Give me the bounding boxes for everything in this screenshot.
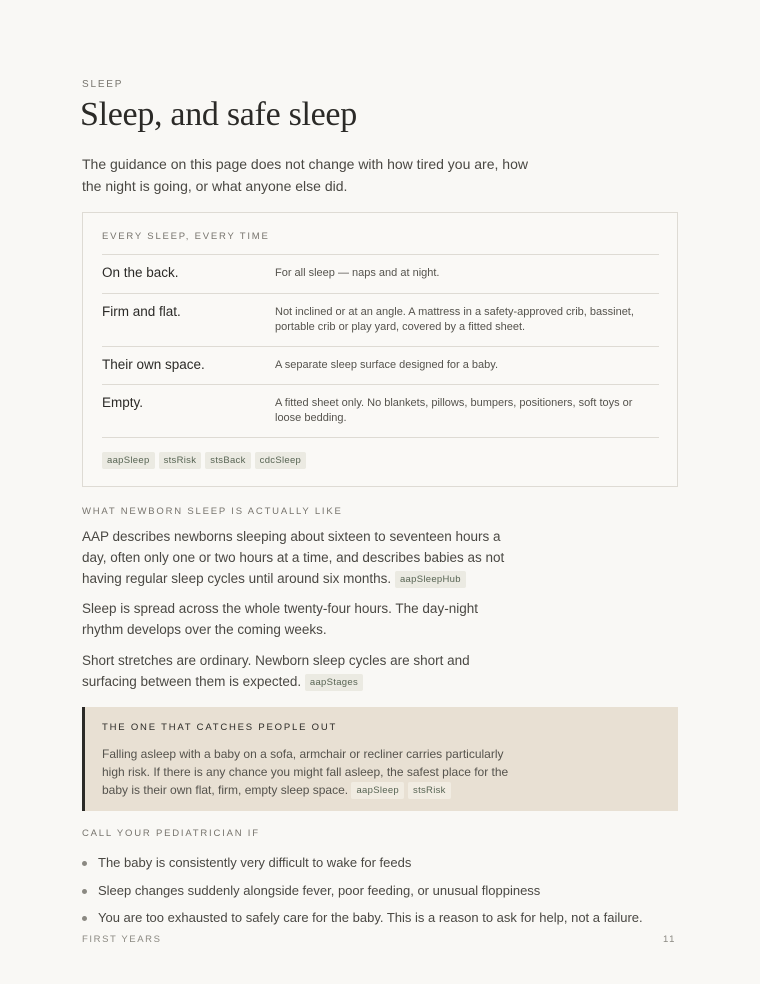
rule-description: Not inclined or at an angle. A mattress in a safety-approved crib, bassinet, portable crib or play yard, covered by a fitted sheet. <box>275 306 634 333</box>
reference-tag[interactable]: aapSleep <box>351 782 404 799</box>
rules-card-eyebrow: EVERY SLEEP, EVERY TIME <box>102 231 270 242</box>
rule-term: Empty. <box>102 395 144 410</box>
rule-row <box>102 254 659 293</box>
warning-callout <box>82 707 678 811</box>
list-item-text: You are too exhausted to safely care for the baby. This is a reason to ask for help, not a failure. <box>98 910 643 925</box>
rule-term: Their own space. <box>102 357 205 372</box>
page-number: 11 <box>662 934 676 945</box>
pediatrician-eyebrow: CALL YOUR PEDIATRICIAN IF <box>82 828 260 839</box>
footer-title: FIRST YEARS <box>82 934 162 945</box>
bullet-dot-icon <box>82 916 87 921</box>
rule-description: For all sleep — naps and at night. <box>275 267 440 279</box>
rule-term: On the back. <box>102 265 179 280</box>
page-title: Sleep, and safe sleep <box>80 96 357 133</box>
list-item <box>82 880 678 908</box>
reference-tag[interactable]: aapSleepHub <box>395 571 466 588</box>
reference-tag[interactable]: stsRisk <box>408 782 451 799</box>
pediatrician-list <box>82 852 678 935</box>
list-item-text: Sleep changes suddenly alongside fever, poor feeding, or unusual floppiness <box>98 882 541 898</box>
newborn-paragraph <box>82 650 522 692</box>
reference-tag[interactable]: stsBack <box>205 452 250 469</box>
reference-tag[interactable]: stsRisk <box>159 452 202 469</box>
reference-tag[interactable]: aapStages <box>305 674 363 691</box>
newborn-paragraph <box>82 526 522 589</box>
rule-row <box>102 384 659 437</box>
bullet-dot-icon <box>82 889 87 894</box>
section-eyebrow: SLEEP <box>82 79 124 90</box>
rules-divider <box>102 437 659 438</box>
bullet-dot-icon <box>82 861 87 866</box>
callout-body: Falling asleep with a baby on a sofa, armchair or recliner carries particularly high risk. If there is any chance you might fall asleep, the safest place for the baby is their own flat, firm, empty sleep space. <box>102 747 509 797</box>
paragraph-text: Short stretches are ordinary. Newborn sleep cycles are short and surfacing between them is expected. <box>82 653 470 689</box>
safe-sleep-rules-card <box>82 212 678 487</box>
reference-tag[interactable]: cdcSleep <box>255 452 306 469</box>
reference-tags <box>102 451 310 469</box>
list-item-text: The baby is consistently very difficult to wake for feeds <box>98 855 412 870</box>
rule-row <box>102 293 659 346</box>
newborn-paragraph: Sleep is spread across the whole twenty-four hours. The day-night rhythm develops over the coming weeks. <box>82 601 478 637</box>
rule-description: A fitted sheet only. No blankets, pillows, bumpers, positioners, soft toys or loose bedding. <box>275 397 633 424</box>
intro-paragraph: The guidance on this page does not change with how tired you are, how the night is going, or what anyone else did. <box>82 156 528 194</box>
newborn-sleep-eyebrow: WHAT NEWBORN SLEEP IS ACTUALLY LIKE <box>82 506 343 517</box>
list-item <box>82 852 678 880</box>
paragraph-text: AAP describes newborns sleeping about sixteen to seventeen hours a day, often only one or two hours at a time, and describes babies as not having regular sleep cycles until around six months. <box>82 529 505 586</box>
callout-eyebrow: THE ONE THAT CATCHES PEOPLE OUT <box>102 722 338 733</box>
rule-description: A separate sleep surface designed for a baby. <box>275 359 498 371</box>
rule-row <box>102 346 659 384</box>
list-item <box>82 907 678 935</box>
reference-tag[interactable]: aapSleep <box>102 452 155 469</box>
callout-text <box>102 745 512 799</box>
rule-term: Firm and flat. <box>102 304 181 319</box>
